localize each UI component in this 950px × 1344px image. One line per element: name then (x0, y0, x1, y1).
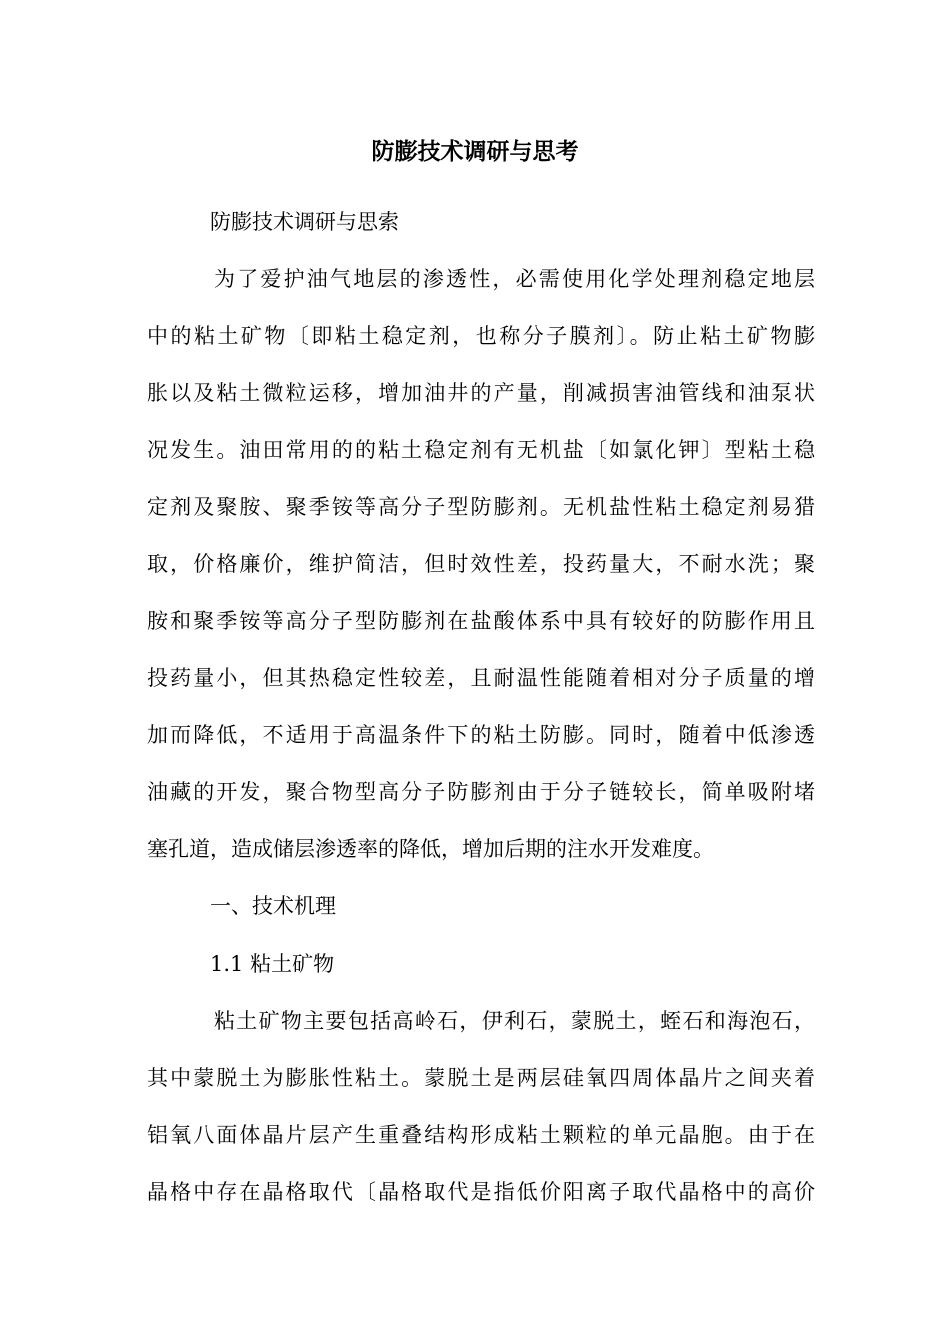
paragraph-line: 塞孔道，造成储层渗透率的降低，增加后期的注水开发难度。 (147, 837, 714, 861)
paragraph-line: 中的粘土矿物〔即粘土稳定剂，也称分子膜剂〕。防止粘土矿物膨 (147, 324, 815, 348)
clay-minerals-paragraph (147, 1003, 815, 1231)
document-title: 防膨技术调研与思考 (371, 138, 579, 165)
subsection-heading: 1.1 粘土矿物 (210, 952, 335, 976)
paragraph-line: 投药量小，但其热稳定性较差，且耐温性能随着相对分子质量的增 (147, 666, 815, 690)
paragraph-line: 况发生。油田常用的的粘土稳定剂有无机盐〔如氯化钾〕型粘土稳 (147, 438, 815, 462)
paragraph-line: 取，价格廉价，维护简洁，但时效性差，投药量大，不耐水洗；聚 (147, 552, 815, 576)
paragraph-line: 粘土矿物主要包括高岭石，伊利石，蒙脱土，蛭石和海泡石， (214, 1009, 815, 1033)
section-heading: 一、技术机理 (210, 894, 336, 918)
paragraph-line: 定剂及聚胺、聚季铵等高分子型防膨剂。无机盐性粘土稳定剂易猎 (147, 495, 815, 519)
paragraph-line: 胺和聚季铵等高分子型防膨剂在盐酸体系中具有较好的防膨作用且 (147, 609, 815, 633)
paragraph-line: 其中蒙脱土为膨胀性粘土。蒙脱土是两层硅氧四周体晶片之间夹着 (147, 1066, 815, 1090)
paragraph-line: 加而降低，不适用于高温条件下的粘土防膨。同时，随着中低渗透 (147, 723, 815, 747)
paragraph-line: 胀以及粘土微粒运移，增加油井的产量，削减损害油管线和油泵状 (147, 381, 815, 405)
document-subtitle: 防膨技术调研与思索 (210, 210, 399, 234)
paragraph-line: 晶格中存在晶格取代〔晶格取代是指低价阳离子取代晶格中的高价 (147, 1180, 815, 1204)
paragraph-line: 油藏的开发，聚合物型高分子防膨剂由于分子链较长，简单吸附堵 (147, 780, 815, 804)
paragraph-line: 为了爱护油气地层的渗透性，必需使用化学处理剂稳定地层 (214, 267, 815, 291)
paragraph-line: 铝氧八面体晶片层产生重叠结构形成粘土颗粒的单元晶胞。由于在 (147, 1123, 815, 1147)
intro-paragraph (147, 261, 815, 888)
